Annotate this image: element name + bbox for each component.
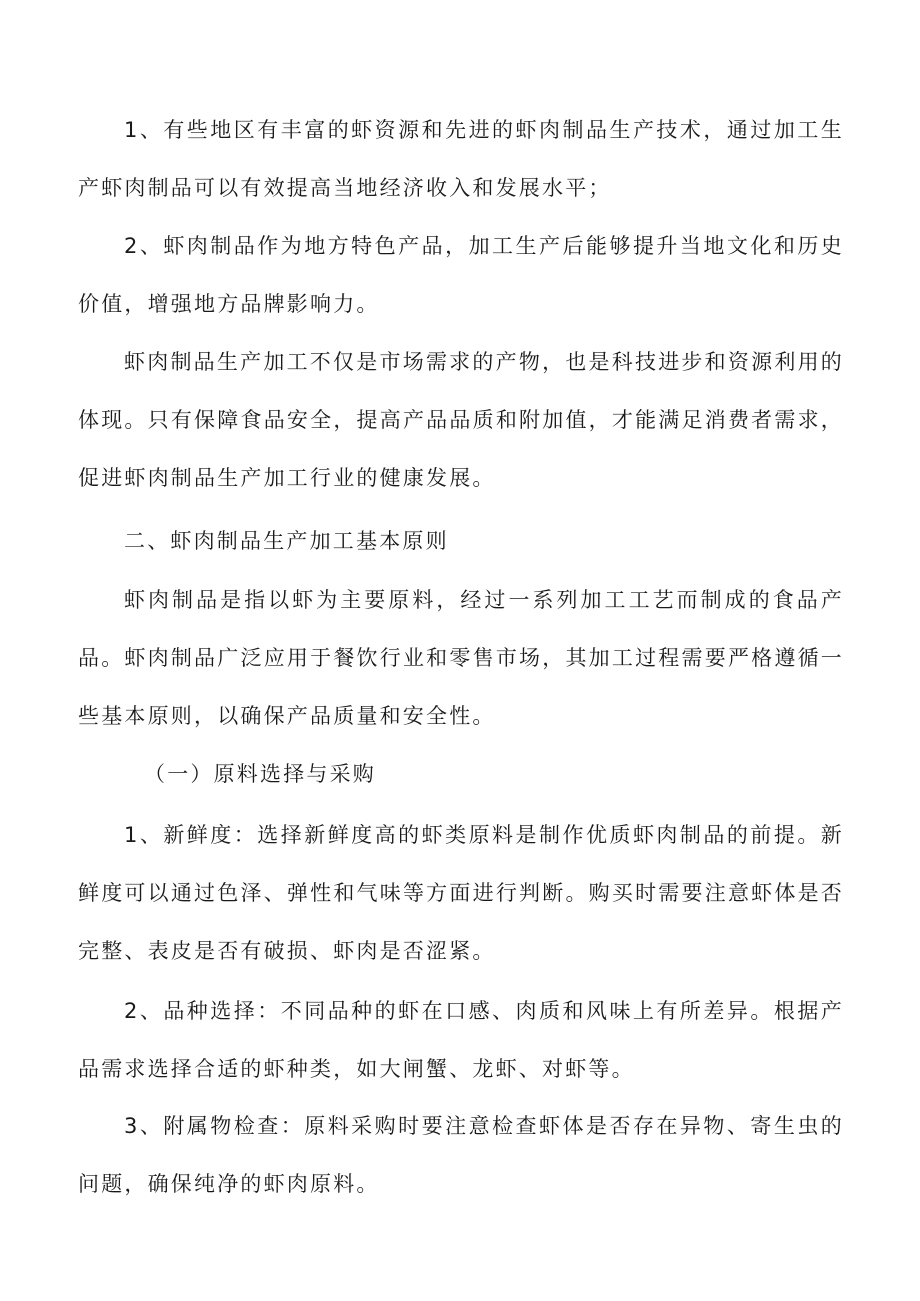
paragraph-4: 虾肉制品是指以虾为主要原料，经过一系列加工工艺而制成的食品产品。虾肉制品广泛应用于餐饮行业和零售市场，其加工过程需要严格遵循一些基本原则，以确保产品质量和安全性。 bbox=[78, 588, 844, 728]
section-heading: 二、虾肉制品生产加工基本原则 bbox=[124, 529, 449, 553]
subsection-heading: （一）原料选择与采购 bbox=[144, 762, 376, 786]
paragraph-1: 1、有些地区有丰富的虾资源和先进的虾肉制品生产技术，通过加工生产虾肉制品可以有效提高当地经济收入和发展水平； bbox=[78, 118, 844, 200]
paragraph-5: 1、新鲜度：选择新鲜度高的虾类原料是制作优质虾肉制品的前提。新鲜度可以通过色泽、弹性和气味等方面进行判断。购买时需要注意虾体是否完整、表皮是否有破损、虾肉是否涩紧。 bbox=[78, 823, 844, 963]
paragraph-3: 虾肉制品生产加工不仅是市场需求的产物，也是科技进步和资源利用的体现。只有保障食品安全，提高产品品质和附加值，才能满足消费者需求，促进虾肉制品生产加工行业的健康发展。 bbox=[78, 350, 844, 490]
paragraph-2: 2、虾肉制品作为地方特色产品，加工生产后能够提升当地文化和历史价值，增强地方品牌影响力。 bbox=[78, 234, 844, 316]
paragraph-7: 3、附属物检查：原料采购时要注意检查虾体是否存在异物、寄生虫的问题，确保纯净的虾肉原料。 bbox=[78, 1114, 844, 1196]
paragraph-6: 2、品种选择：不同品种的虾在口感、肉质和风味上有所差异。根据产品需求选择合适的虾种类，如大闸蟹、龙虾、对虾等。 bbox=[78, 999, 844, 1081]
